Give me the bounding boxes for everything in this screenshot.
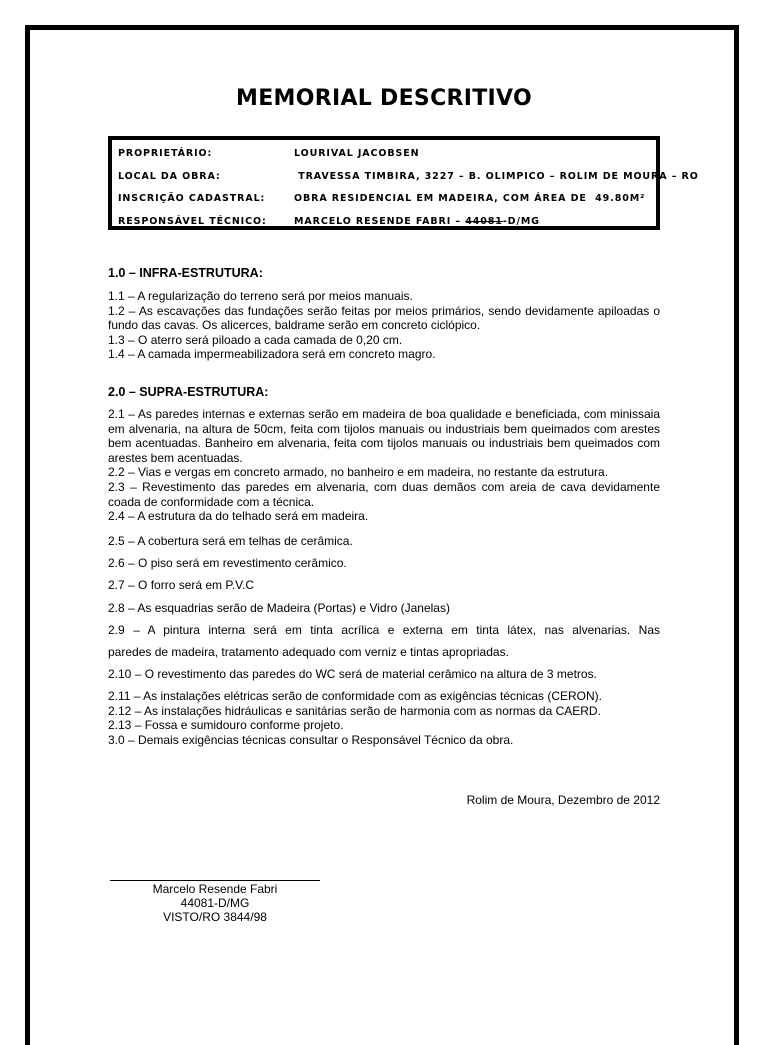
date-line: Rolim de Moura, Dezembro de 2012 [466,793,660,807]
info-value: LOURIVAL JACOBSEN [294,148,420,159]
info-label: RESPONSÁVEL TÉCNICO: [118,215,267,227]
signer-name: Marcelo Resende Fabri [152,882,278,896]
list-item: 2.8 – As esquadrias serão de Madeira (Portas) e Vidro (Janelas) [108,601,450,615]
info-row-technician [118,213,656,236]
list-item: 1.2 – As escavações das fundações serão feitas por meios primários, sendo devidamente apiloadas o fundo das cavas. Os alicerces, baldrame serão em concreto ciclópico. [108,303,660,333]
list-item-line: paredes de madeira, tratamento adequado com verniz e tintas apropriadas. [108,645,509,659]
info-value-part: -D/MG [502,215,540,227]
document-title: MEMORIAL DESCRITIVO [236,86,532,111]
info-label: INSCRIÇÃO CADASTRAL: [118,193,266,204]
list-item: 2.5 – A cobertura será em telhas de cerâmica. [108,534,353,548]
list-item: 2.3 – Revestimento das paredes em alvenaria, com duas demãos com areia de cava devidamente coada de conformidade com a técnica. [108,479,660,509]
signer-registration: 44081-D/MG [180,896,250,910]
signature-line [110,880,320,881]
list-item: 2.11 – As instalações elétricas serão de conformidade com as exigências técnicas (CERON). [108,689,603,703]
list-item: 2.10 – O revestimento das paredes do WC será de material cerâmico na altura de 3 metros. [108,667,597,681]
info-value: OBRA RESIDENCIAL EM MADEIRA, COM ÁREA DE 49.80M² [294,193,646,204]
info-box [108,136,699,230]
section-infra-items [108,289,660,362]
info-value-part: MARCELO RESENDE FABRI – [294,215,466,227]
list-item: 2.7 – O forro será em P.V.C [108,578,255,592]
list-item: 1.4 – A camada impermeabilizadora será em concreto magro. [108,347,436,362]
info-row-location [118,168,699,191]
list-item: 3.0 – Demais exigências técnicas consultar o Responsável Técnico da obra. [108,732,514,747]
list-item: 2.6 – O piso será em revestimento cerâmico. [108,556,347,570]
list-item: 2.12 – As instalações hidráulicas e sanitárias serão de harmonia com as normas da CAERD. [108,703,601,718]
section-heading-infra: 1.0 – INFRA-ESTRUTURA: [108,266,263,280]
signature-block [110,882,320,924]
struck-number: 44081 [465,215,503,227]
info-label: LOCAL DA OBRA: [118,170,221,182]
list-item: 2.1 – As paredes internas e externas serão em madeira de boa qualidade e beneficiada, com minissaia em alvenaria, na altura de 50cm, feita com tijolos manuais ou industriais bem queimados com arestes bem acentuadas. Banheiro em alvenaria, feita com tijolos manuais ou industriais bem queimados com arestes bem acentuadas. [108,407,660,465]
section-supra-items-b [108,689,660,747]
info-row-owner [118,145,656,168]
info-row-registration [118,190,656,213]
list-item: 2.13 – Fossa e sumidouro conforme projeto. [108,718,344,733]
section-supra-items-a [108,407,660,524]
info-label: PROPRIETÁRIO: [118,148,213,159]
list-item [108,623,660,638]
info-value [294,216,540,227]
section-heading-supra: 2.0 – SUPRA-ESTRUTURA: [108,385,269,399]
signer-visa: VISTO/RO 3844/98 [163,910,267,924]
list-item: 2.4 – A estrutura da do telhado será em madeira. [108,509,369,524]
list-item: 1.1 – A regularização do terreno será por meios manuais. [108,289,413,303]
list-item: 2.2 – Vias e vergas em concreto armado, no banheiro e em madeira, no restante da estrutura. [108,465,609,480]
list-item: 1.3 – O aterro será piloado a cada camada de 0,20 cm. [108,332,403,347]
info-value: TRAVESSA TIMBIRA, 3227 – B. OLIMPICO – ROLIM DE MOURA – RO [294,170,699,182]
list-item-line: 2.9 – A pintura interna será em tinta acrílica e externa em tinta látex, nas alvenarias. Nas [108,623,660,637]
